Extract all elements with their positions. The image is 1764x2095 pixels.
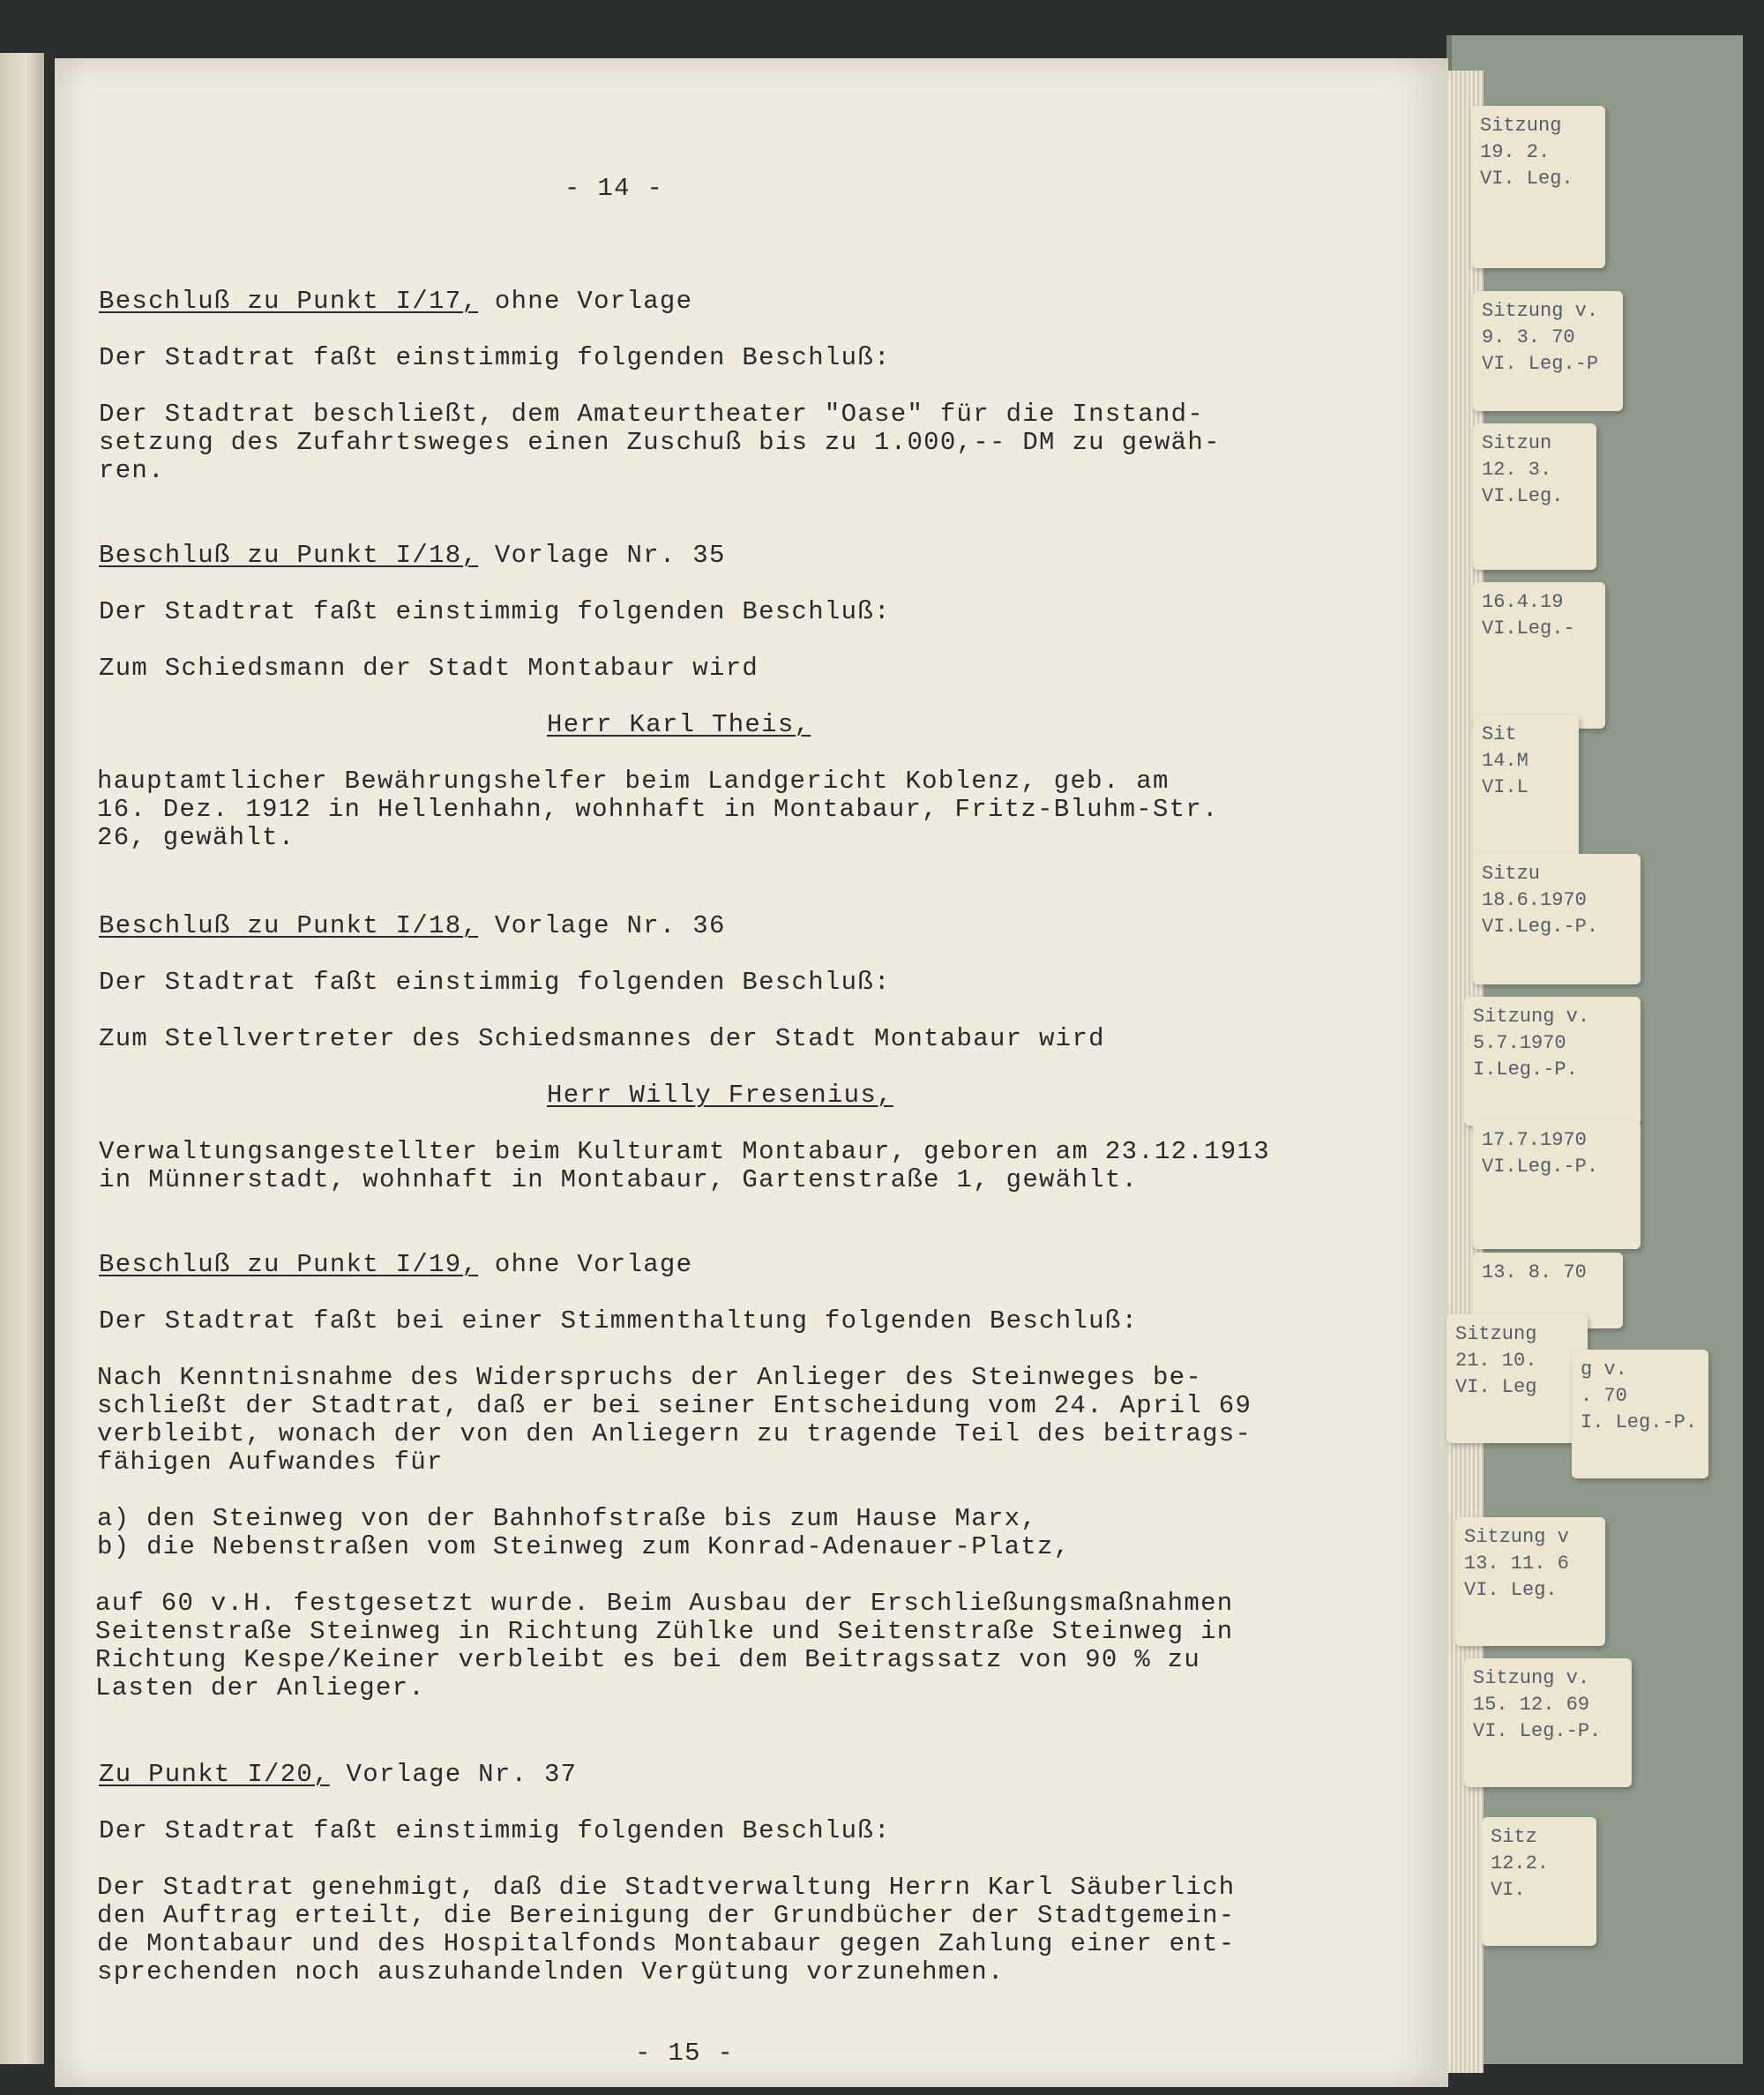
tab-line: Sit bbox=[1482, 723, 1517, 745]
index-tab[interactable] bbox=[1473, 291, 1623, 411]
text-line: Der Stadtrat faßt einstimmig folgenden Beschluß: bbox=[99, 343, 891, 372]
text-line: Richtung Kespe/Keiner verbleibt es bei dem Beitragssatz von 90 % zu bbox=[95, 1645, 1201, 1674]
tab-line: Sitzung v. bbox=[1473, 1667, 1590, 1689]
tab-line: I.Leg.-P. bbox=[1473, 1059, 1578, 1081]
text-line: auf 60 v.H. festgesetzt wurde. Beim Ausbau der Erschließungsmaßnahmen bbox=[95, 1589, 1234, 1618]
text-line: Nach Kenntnisnahme des Widerspruchs der Anlieger des Steinweges be- bbox=[97, 1363, 1203, 1392]
tab-line: VI. Leg bbox=[1455, 1376, 1537, 1398]
section-heading-label: Beschluß zu Punkt I/18, bbox=[99, 911, 479, 940]
index-tab[interactable] bbox=[1473, 582, 1605, 729]
tab-line: Sitz bbox=[1491, 1826, 1537, 1848]
tab-line: VI. Leg. bbox=[1480, 168, 1573, 190]
tab-line: VI. Leg.-P. bbox=[1473, 1720, 1602, 1742]
section-heading bbox=[99, 288, 692, 316]
index-tab[interactable] bbox=[1473, 1120, 1641, 1249]
tab-line: 9. 3. 70 bbox=[1482, 326, 1575, 348]
index-tab[interactable] bbox=[1464, 1658, 1632, 1787]
page-number-footer: - 15 - bbox=[635, 2039, 735, 2068]
tab-line: VI. Leg. bbox=[1464, 1579, 1558, 1601]
tab-line: . 70 bbox=[1581, 1385, 1627, 1407]
section-heading-suffix: ohne Vorlage bbox=[478, 1250, 693, 1279]
text-line: hauptamtlicher Bewährungshelfer beim Landgericht Koblenz, geb. am bbox=[97, 767, 1170, 796]
text-line: 16. Dez. 1912 in Hellenhahn, wohnhaft in Montabaur, Fritz-Bluhm-Str. bbox=[97, 795, 1219, 824]
tab-line: 17.7.1970 bbox=[1482, 1129, 1587, 1151]
section-heading bbox=[99, 542, 726, 570]
section-heading-suffix: Vorlage Nr. 37 bbox=[329, 1760, 578, 1789]
index-tab[interactable] bbox=[1464, 997, 1641, 1126]
section-heading-suffix: Vorlage Nr. 36 bbox=[478, 911, 726, 940]
text-line: verbleibt, wonach der von den Anliegern zu tragende Teil des beitrags- bbox=[97, 1419, 1252, 1448]
tab-line: 18.6.1970 bbox=[1482, 889, 1587, 911]
list-item: b) die Nebenstraßen vom Steinweg zum Konrad-Adenauer-Platz, bbox=[97, 1532, 1071, 1561]
text-line: 26, gewählt. bbox=[97, 823, 295, 852]
tab-line: VI.Leg. bbox=[1482, 485, 1564, 507]
tab-line: g v. bbox=[1581, 1358, 1627, 1380]
tab-line: Sitzung v bbox=[1464, 1526, 1569, 1548]
tab-line: 12. 3. bbox=[1482, 459, 1552, 481]
text-line: setzung des Zufahrtsweges einen Zuschuß bis zu 1.000,-- DM zu gewäh- bbox=[99, 428, 1221, 457]
section-heading-suffix: Vorlage Nr. 35 bbox=[478, 541, 726, 570]
text-line: de Montabaur und des Hospitalfonds Montabaur gegen Zahlung einer ent- bbox=[97, 1929, 1236, 1958]
index-tab[interactable] bbox=[1455, 1517, 1605, 1646]
text-line: Lasten der Anlieger. bbox=[95, 1673, 426, 1702]
index-tab[interactable] bbox=[1482, 1817, 1596, 1946]
text-line: Zum Schiedsmann der Stadt Montabaur wird bbox=[99, 654, 759, 683]
tab-line: VI.Leg.-P. bbox=[1482, 916, 1599, 938]
tab-line: 21. 10. bbox=[1455, 1350, 1537, 1372]
tab-line: 12.2. bbox=[1491, 1852, 1550, 1874]
text-line: Der Stadtrat faßt einstimmig folgenden Beschluß: bbox=[99, 968, 891, 997]
list-item: a) den Steinweg von der Bahnhofstraße bis zum Hause Marx, bbox=[97, 1504, 1038, 1533]
tab-line: 5.7.1970 bbox=[1473, 1032, 1566, 1054]
tab-line: VI.Leg.- bbox=[1482, 617, 1575, 640]
tab-line: VI.L bbox=[1482, 776, 1529, 798]
text-line: in Münnerstadt, wohnhaft in Montabaur, Gartenstraße 1, gewählt. bbox=[99, 1165, 1139, 1194]
section-heading-label: Beschluß zu Punkt I/18, bbox=[99, 541, 479, 570]
text-line: ren. bbox=[99, 456, 165, 485]
index-tab[interactable] bbox=[1446, 1314, 1588, 1443]
person-name: Herr Karl Theis, bbox=[547, 710, 811, 739]
text-line: Der Stadtrat faßt einstimmig folgenden Beschluß: bbox=[99, 597, 891, 626]
tab-line: Sitzung v. bbox=[1473, 1006, 1590, 1028]
index-tab[interactable] bbox=[1471, 106, 1605, 268]
text-line: schließt der Stadtrat, daß er bei seiner Entscheidung vom 24. April 69 bbox=[97, 1391, 1252, 1420]
text-line: Der Stadtrat faßt bei einer Stimmenthaltung folgenden Beschluß: bbox=[99, 1306, 1139, 1336]
section-heading-label: Zu Punkt I/20, bbox=[99, 1760, 330, 1789]
text-line: Verwaltungsangestellter beim Kulturamt Montabaur, geboren am 23.12.1913 bbox=[99, 1137, 1270, 1166]
section-heading bbox=[99, 912, 726, 940]
index-tab[interactable] bbox=[1473, 423, 1596, 570]
tab-line: 13. 8. 70 bbox=[1482, 1261, 1587, 1283]
index-tab[interactable] bbox=[1473, 715, 1579, 861]
section-heading-label: Beschluß zu Punkt I/17, bbox=[99, 287, 479, 316]
text-line: Seitenstraße Steinweg in Richtung Zühlke und Seitenstraße Steinweg in bbox=[95, 1617, 1234, 1646]
tab-line: Sitzung bbox=[1455, 1323, 1537, 1345]
tab-line: 15. 12. 69 bbox=[1473, 1694, 1590, 1716]
left-page-edge bbox=[0, 53, 44, 2064]
section-heading-label: Beschluß zu Punkt I/19, bbox=[99, 1250, 479, 1279]
index-tab[interactable] bbox=[1572, 1350, 1708, 1478]
index-tab[interactable] bbox=[1473, 854, 1641, 984]
text-line: Der Stadtrat faßt einstimmig folgenden Beschluß: bbox=[99, 1816, 891, 1845]
tab-line: 13. 11. 6 bbox=[1464, 1553, 1569, 1575]
tab-line: VI. Leg.-P bbox=[1482, 353, 1599, 375]
text-line: Der Stadtrat genehmigt, daß die Stadtverwaltung Herrn Karl Säuberlich bbox=[97, 1873, 1236, 1902]
tab-line: Sitzun bbox=[1482, 432, 1552, 454]
tab-line: Sitzung bbox=[1480, 115, 1562, 137]
section-heading-suffix: ohne Vorlage bbox=[478, 287, 693, 316]
tab-line: I. Leg.-P. bbox=[1581, 1411, 1698, 1433]
tab-line: Sitzung v. bbox=[1482, 300, 1599, 322]
text-line: Zum Stellvertreter des Schiedsmannes der Stadt Montabaur wird bbox=[99, 1024, 1105, 1053]
tab-line: 14.M bbox=[1482, 750, 1529, 772]
text-line: fähigen Aufwandes für bbox=[97, 1448, 444, 1477]
text-line: sprechenden noch auszuhandelnden Vergütung vorzunehmen. bbox=[97, 1957, 1005, 1987]
text-line: den Auftrag erteilt, die Bereinigung der Grundbücher der Stadtgemein- bbox=[97, 1901, 1236, 1930]
tab-line: 19. 2. bbox=[1480, 141, 1551, 163]
section-heading bbox=[99, 1761, 577, 1789]
tab-line: Sitzu bbox=[1482, 863, 1541, 885]
person-name: Herr Willy Fresenius, bbox=[547, 1081, 893, 1110]
tab-line: VI.Leg.-P. bbox=[1482, 1156, 1599, 1178]
text-line: Der Stadtrat beschließt, dem Amateurtheater "Oase" für die Instand- bbox=[99, 400, 1205, 429]
page-number-header: - 14 - bbox=[564, 174, 664, 203]
section-heading bbox=[99, 1251, 692, 1279]
tab-line: VI. bbox=[1491, 1879, 1526, 1901]
tab-line: 16.4.19 bbox=[1482, 591, 1564, 613]
